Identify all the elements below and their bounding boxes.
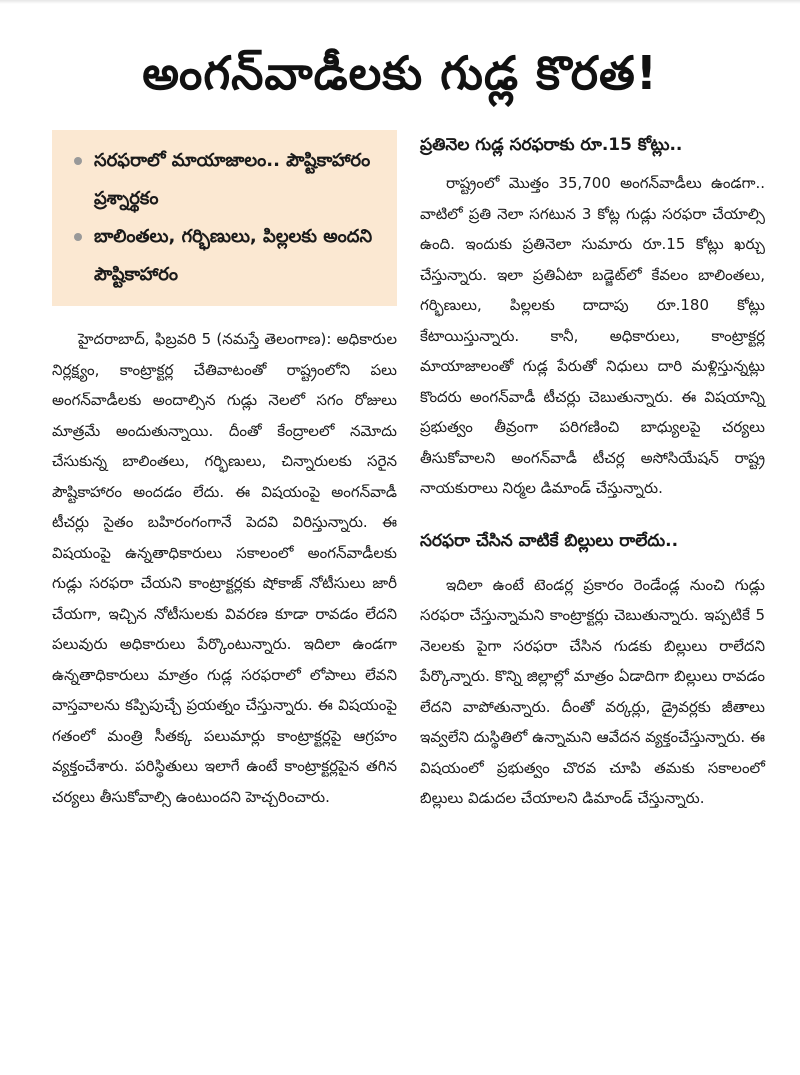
- subheading-monthly-cost: ప్రతినెల గుడ్ల సరఫరాకు రూ.15 కోట్లు..: [420, 135, 683, 155]
- right-column: [420, 130, 765, 814]
- highlight-item: బాలింతలు, గర్భిణులు, పిల్లలకు అందని పౌష్టికాహారం: [74, 218, 381, 294]
- top-rule: [0, 0, 800, 4]
- left-body-text: హైదరాబాద్, ఫిబ్రవరి 5 (నమస్తే తెలంగాణ): అధికారుల నిర్లక్ష్యం, కాంట్రాక్టర్ల చేతివాటంతో రాష్ట్రంలోని పలు అంగన్‌వాడీలకు అందాల్సిన గుడ్లు నెలలో సగం రోజులు మాత్రమే అందుతున్నాయి. దీంతో కేంద్రాలలో నమోదు చేసుకున్న బాలింతలు, గర్భిణులు, చిన్నారులకు సరైన పౌష్టికాహారం అందడం లేదు. ఈ విషయంపై అంగన్‌వాడీ టీచర్లు సైతం బహిరంగంగానే పెదవి విరిస్తున్నారు. ఈ విషయంపై ఉన్నతాధికారులు సకాలంలో అంగన్‌వాడీలకు గుడ్లు సరఫరా చేయని కాంట్రాక్టర్లకు షోకాజ్ నోటీసులు జారీ చేయగా, ఇచ్చిన నోటీసులకు వివరణ కూడా రావడం లేదని పలువురు అధికారులు పేర్కొంటున్నారు. ఇదిలా ఉండగా ఉన్నతాధికారులు మాత్రం గుడ్ల సరఫరాలో లోపాలు లేవని వాస్తవాలను కప్పిపుచ్చే ప్రయత్నం చేస్తున్నారు. ఈ విషయంపై గతంలో మంత్రి సీతక్క పలుమార్లు కాంట్రాక్టర్లపై ఆగ్రహం వ్యక్తంచేశారు. పరిస్థితులు ఇలాగే ఉంటే కాంట్రాక్టర్లపైన తగిన చర్యలు తీసుకోవాల్సి ఉంటుందని హెచ్చరించారు.: [52, 330, 397, 806]
- subheading-bills-pending: సరఫరా చేసిన వాటికే బిల్లులు రాలేదు..: [420, 530, 679, 551]
- headline: అంగన్‌వాడీలకు గుడ్ల కొరత!: [142, 46, 658, 100]
- left-column: [52, 130, 397, 812]
- highlight-box: [52, 130, 397, 306]
- right-body-text-1: రాష్ట్రంలో మొత్తం 35,700 అంగన్‌వాడీలు ఉండగా.. వాటిలో ప్రతి నెలా సగటున 3 కోట్ల గుడ్లు సరఫరా చేయాల్సి ఉంది. ఇందుకు ప్రతినెలా సుమారు రూ.15 కోట్లు ఖర్చు చేస్తున్నారు. ఇలా ప్రతిఏటా బడ్జెట్‌లో కేవలం బాలింతలు, గర్భిణులు, పిల్లలకు దాదాపు రూ.180 కోట్లు కేటాయిస్తున్నారు. కానీ, అధికారులు, కాంట్రాక్టర్ల మాయాజాలంతో గుడ్ల పేరుతో నిధులు దారి మళ్లిస్తున్నట్లు కొందరు అంగన్‌వాడీ టీచర్లు చెబుతున్నారు. ఈ విషయాన్ని ప్రభుత్వం తీవ్రంగా పరిగణించి బాధ్యులపై చర్యలు తీసుకోవాలని అంగన్‌వాడీ టీచర్ల అసోసియేషన్ రాష్ట్ర నాయకురాలు నిర్మల డిమాండ్ చేస్తున్నారు.: [420, 174, 765, 497]
- right-body-text-2: ఇదిలా ఉంటే టెండర్ల ప్రకారం రెండేండ్ల నుంచి గుడ్లు సరఫరా చేస్తున్నామని కాంట్రాక్టర్లు చెబుతున్నారు. ఇప్పటికే 5 నెలలకు పైగా సరఫరా చేసిన గుడకు బిల్లులు రాలేదని పేర్కొన్నారు. కొన్ని జిల్లాల్లో మాత్రం ఏడాదిగా బిల్లులు రావడం లేదని వాపోతున్నారు. దీంతో వర్కర్లు, డ్రైవర్లకు జీతాలు ఇవ్వలేని దుస్థితిలో ఉన్నామని ఆవేదన వ్యక్తంచేస్తున్నారు. ఈ విషయంలో ప్రభుత్వం చొరవ చూపి తమకు సకాలంలో బిల్లులు విడుదల చేయాలని డిమాండ్ చేస్తున్నారు.: [420, 575, 765, 807]
- highlight-item: సరఫరాలో మాయాజాలం.. పౌష్టికాహారం ప్రశ్నార్థకం: [74, 142, 381, 218]
